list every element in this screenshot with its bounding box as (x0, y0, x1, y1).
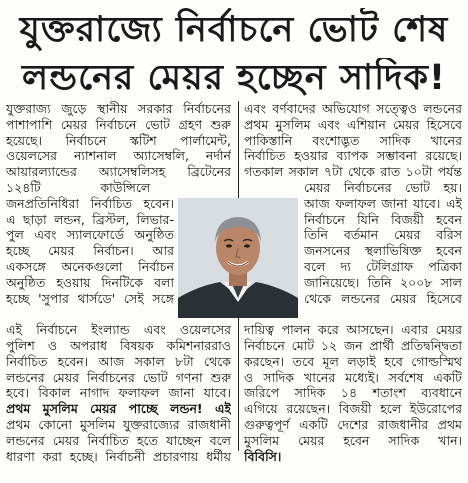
text-line: পুল এবং স্যালফোর্ডে অনুষ্ঠিত (6, 227, 174, 243)
text-line: বলে দ্য টেলিগ্রাফ পত্রিকা (304, 258, 462, 274)
text-line: নির্বাচিত হওয়ার ব্যাপক সম্ভাবনা রয়েছে। (244, 148, 462, 164)
right-column-bottom (244, 322, 462, 464)
text-line: জরিপে সাদিক ১৪ শতাংশ ব্যবধানে (244, 385, 462, 401)
text-line: নির্বাচনে যিনি বিজয়ী হবেন (304, 211, 462, 227)
text-line: অনুষ্ঠিত হওয়ায় দিনটিকে বলা (6, 274, 174, 290)
text-line: পাশাপাশি মেয়র নির্বাচনে ভোট গ্রহণ শুরু (6, 116, 231, 132)
text-line: এ ছাড়া লন্ডন, ব্রিস্টল, লিভার- (6, 211, 174, 227)
text-line: পাকিস্তানি বংশোদ্ভূত সাদিক খানের (244, 132, 462, 148)
text-line: হচ্ছে মেয়র নির্বাচন। আর (6, 243, 174, 259)
text-line: প্রথম কোনো মুসলিম যুক্তরাজ্যের রাজধানী (6, 416, 231, 432)
text-line: হবে। বিকাল নাগাদ ফলাফল জানা যাবে। (6, 385, 231, 401)
source-credit: বিবিসি। (244, 448, 282, 464)
text-line: ও সাদিক খানের মধ্যেই। সর্বশেষ একটি (244, 369, 462, 385)
text-line: ওয়েলসের ন্যাশনাল অ্যাসেম্বলি, নর্দার্ন (6, 148, 231, 164)
text-line: নির্বাচনে মোট ১২ জন প্রার্থী প্রতিদ্বন্দ্বিতা (244, 337, 462, 353)
text-line: ধারণা করা হচ্ছে। নির্বাচনী প্রচারণায় ধর্মীয় (6, 448, 231, 464)
right-column-middle (304, 180, 462, 306)
text-line: গুরুত্বপূর্ণ একটি দেশের রাজধানীর প্রথম (244, 416, 462, 432)
text-line: ১২৪টি কাউন্সিলে (6, 179, 151, 195)
left-column-bottom (6, 322, 231, 464)
text-line: এবং বর্ণবাদের অভিযোগ সত্ত্বেও লন্ডনের (244, 101, 462, 116)
text-line: লন্ডনের মেয়র নির্বাচিত হতে যাচ্ছেন বলে (6, 432, 231, 448)
text-line: মুসলিম মেয়র হবেন সাদিক খান। (244, 432, 462, 448)
text-line: আজ ফলাফল জানা যাবে। এই (304, 195, 462, 211)
text-line: এই নির্বাচনে ইংল্যান্ড এবং ওয়েলসের (6, 322, 231, 338)
subhead-line: প্রথম মুসলিম মেয়র পাচ্ছে লন্ডন! এই (6, 401, 231, 417)
text-line: থেকে লন্ডনের মেয়র হিসেবে (304, 290, 462, 306)
portrait-photo (178, 198, 298, 318)
text-line: গতকাল সকাল ৭টা থেকে রাত ১০টা পর্যন্ত (244, 164, 462, 180)
left-column-middle (6, 196, 174, 307)
text-line: হচ্ছে 'সুপার থার্সডে' সেই সঙ্গে (6, 290, 174, 306)
text-line: প্রথম মুসলিম এবং এশিয়ান মেয়র হিসেবে (244, 116, 462, 132)
text-line: জনপ্রতিনিধিরা নির্বাচিত হবেন। (6, 195, 174, 211)
text-line: এগিয়ে রয়েছেন। বিজয়ী হলে ইউরোপের (244, 401, 462, 417)
text-line: আয়ারল্যান্ডের অ্যাসেম্বলিসহ ব্রিটেনের (6, 164, 231, 180)
right-column-top (244, 101, 462, 180)
text-line: জনসনের স্থলাভিষিক্ত হবেন (304, 243, 462, 259)
text-line: করছেন। তবে মূল লড়াই হবে গোল্ডস্মিথ (244, 353, 462, 369)
text-line: তিনি বর্তমান মেয়র বরিস (304, 227, 462, 243)
text-line: নির্বাচিত হবেন। আজ সকাল ৮টা থেকে (6, 353, 231, 369)
text-line: দায়িত্ব পালন করে আসছেন। এবার মেয়র (244, 322, 462, 338)
text-line: লন্ডনের মেয়র নির্বাচনের ভোট গণনা শুরু (6, 369, 231, 385)
headline-line-2: লন্ডনের মেয়র হচ্ছেন সাদিক! (22, 58, 446, 98)
portrait-illustration (178, 198, 298, 318)
headline-line-1: যুক্তরাজ্যে নির্বাচনে ভোট শেষ (19, 10, 449, 50)
text-line: মেয়র নির্বাচনের ভোট হয়। (304, 180, 462, 195)
text-line: একসঙ্গে অনেকগুলো নির্বাচন (6, 258, 174, 274)
text-line: জানিয়েছে। তিনি ২০০৮ সাল (304, 274, 462, 290)
text-line: যুক্তরাজ্য জুড়ে স্থানীয় সরকার নির্বাচনের (6, 101, 231, 116)
left-column-top (6, 101, 231, 196)
text-line: পুলিশ ও অপরাধ বিষয়ক কমিশনাররাও (6, 337, 231, 353)
text-line: হয়েছে। নির্বাচনে স্কটিশ পার্লামেন্ট, (6, 132, 231, 148)
